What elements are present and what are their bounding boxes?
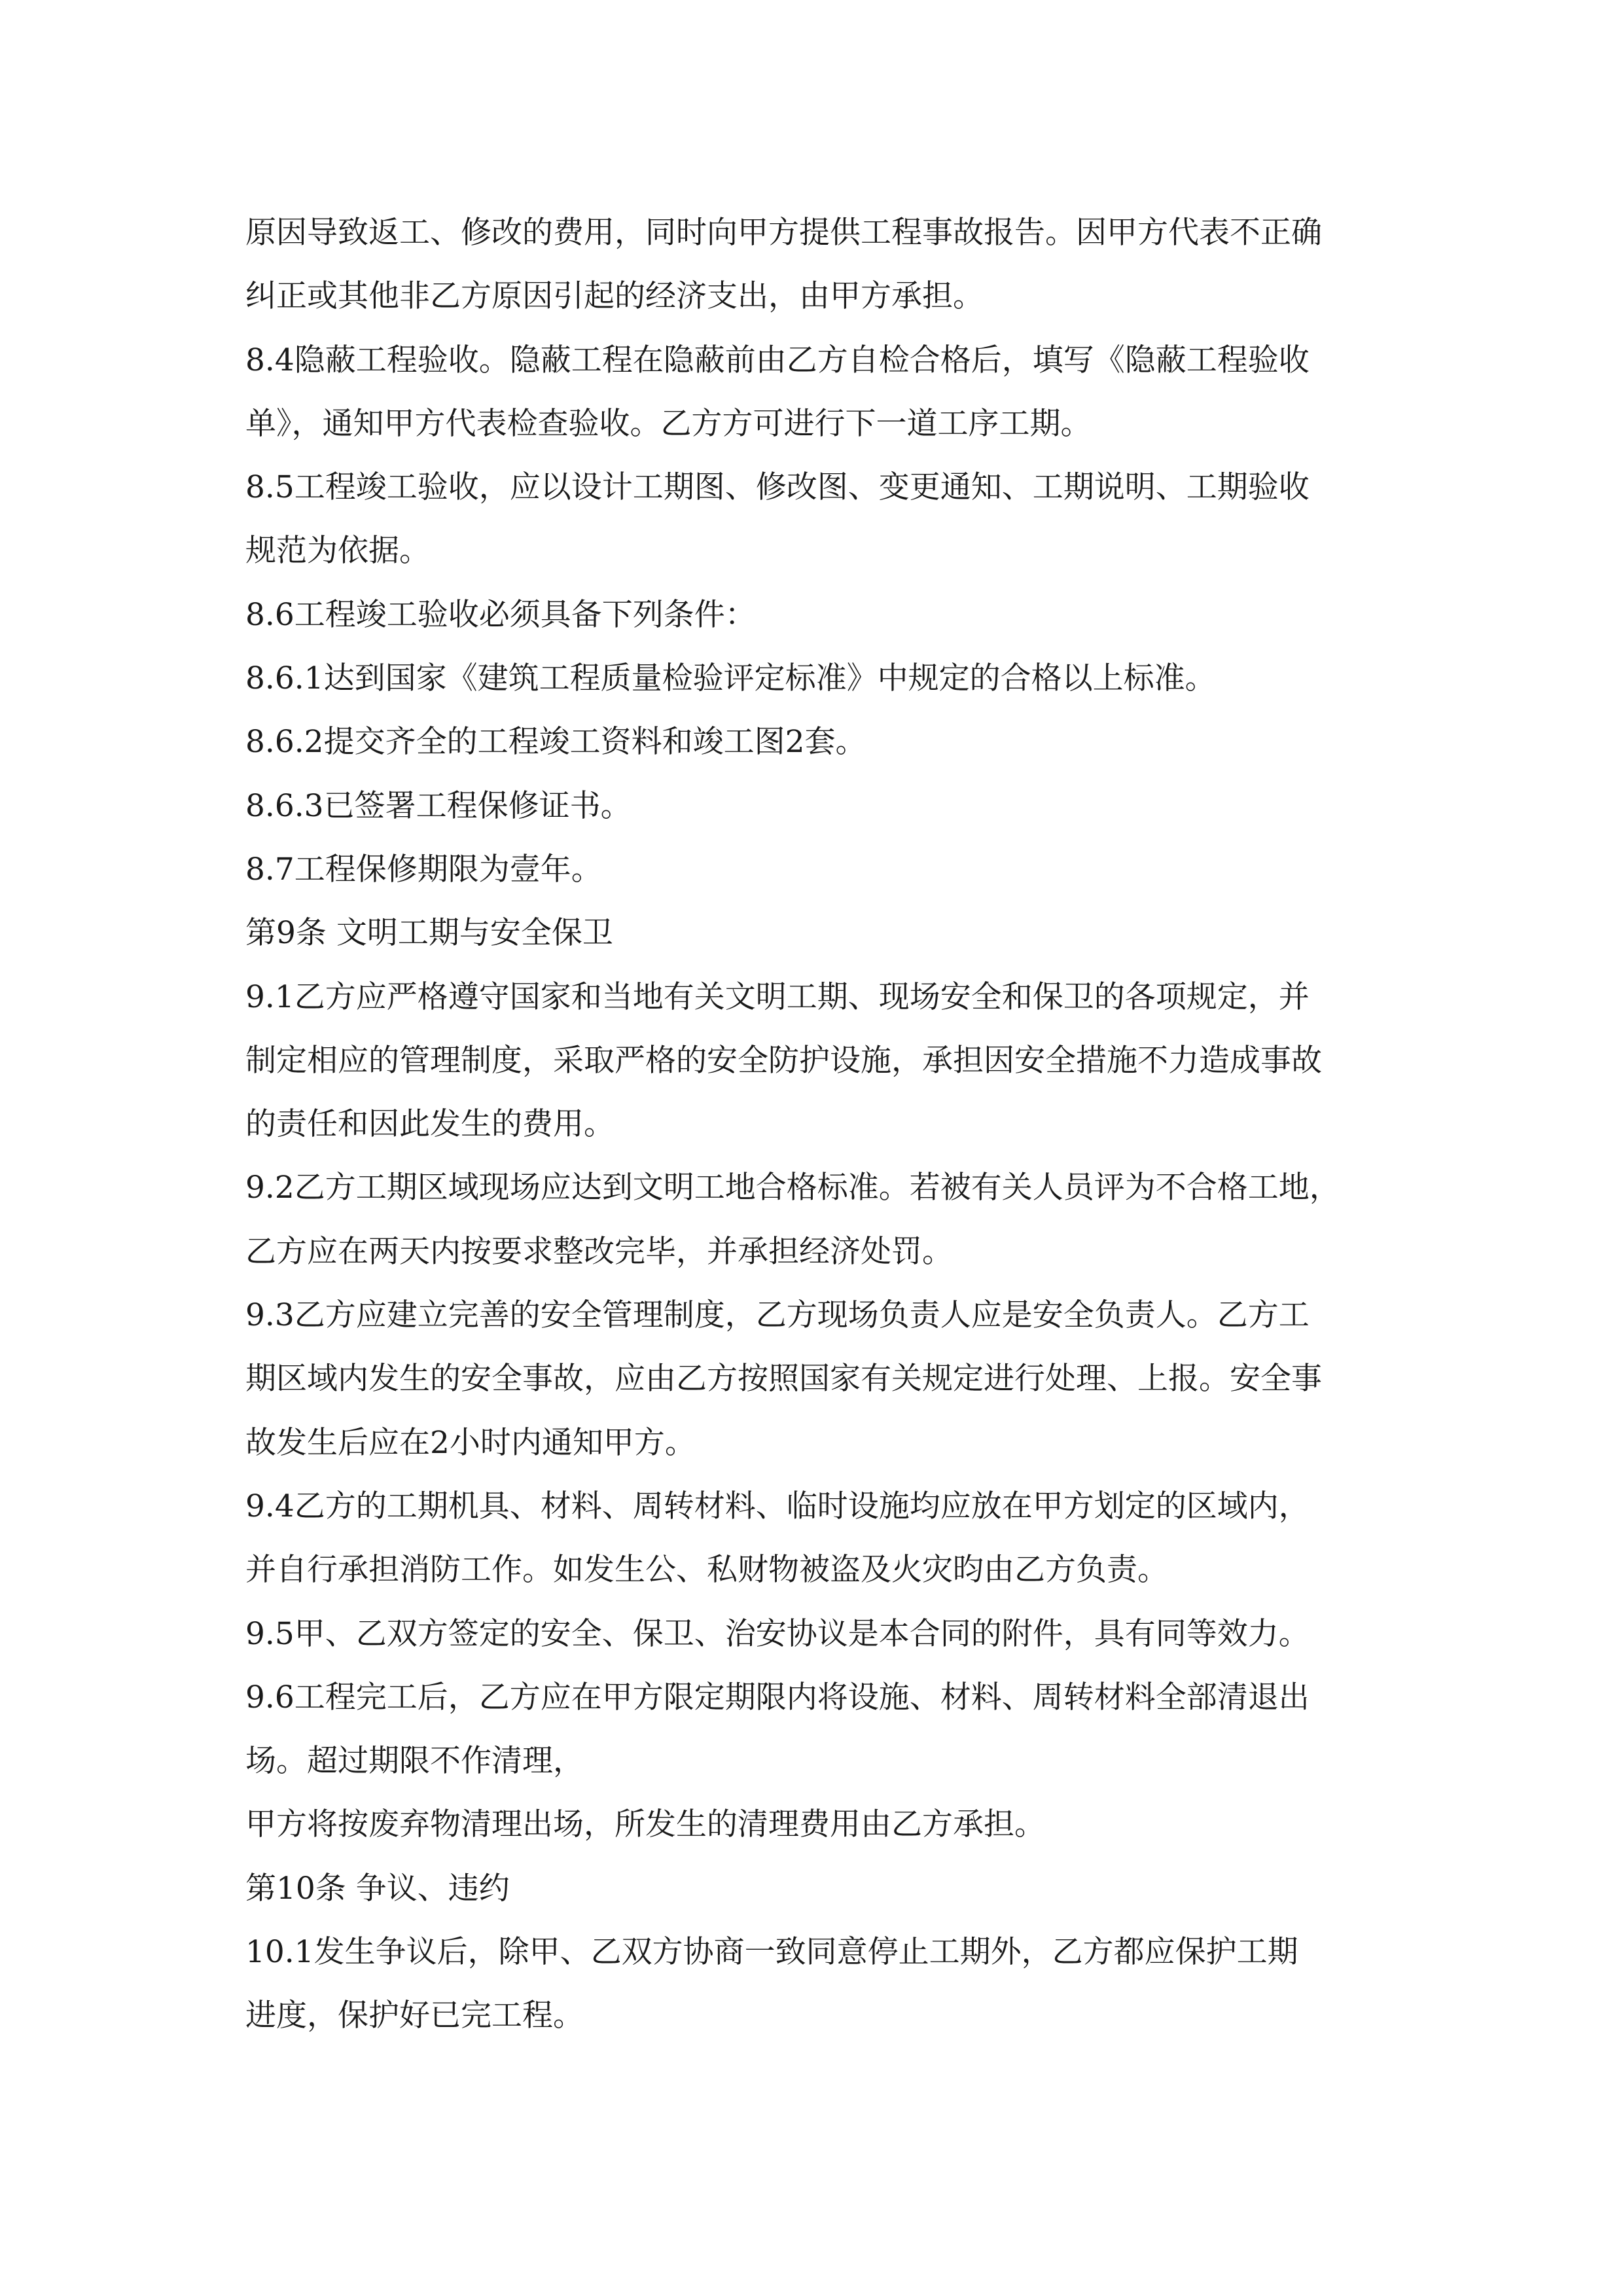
text-line: 故发生后应在2小时内通知甲方。 <box>245 1424 696 1461</box>
text-line: 8.7工程保修期限为壹年。 <box>245 851 602 888</box>
text-line: 纠正或其他非乙方原因引起的经济支出，由甲方承担。 <box>245 278 984 315</box>
text-line: 8.5工程竣工验收，应以设计工期图、修改图、变更通知、工期说明、工期验收 <box>245 469 1310 506</box>
text-line: 9.6工程完工后，乙方应在甲方限定期限内将设施、材料、周转材料全部清退出 <box>245 1679 1310 1715</box>
text-line: 甲方将按废弃物清理出场，所发生的清理费用由乙方承担。 <box>245 1806 1045 1843</box>
text-line: 8.6.3已签署工程保修证书。 <box>245 787 632 824</box>
text-line: 规范为依据。 <box>245 533 430 569</box>
text-line: 8.6.1达到国家《建筑工程质量检验评定标准》中规定的合格以上标准。 <box>245 660 1216 697</box>
text-line: 场。超过期限不作清理， <box>245 1743 584 1780</box>
text-line: 制定相应的管理制度，采取严格的安全防护设施，承担因安全措施不力造成事故 <box>245 1042 1322 1079</box>
document-body <box>245 201 1397 2048</box>
text-line: 9.5甲、乙双方签定的安全、保卫、治安协议是本合同的附件，具有同等效力。 <box>245 1615 1310 1652</box>
text-line: 期区域内发生的安全事故，应由乙方按照国家有关规定进行处理、上报。安全事 <box>245 1361 1322 1397</box>
text-line: 单》，通知甲方代表检查验收。乙方方可进行下一道工序工期。 <box>245 405 1092 442</box>
text-line: 9.4乙方的工期机具、材料、周转材料、临时设施均应放在甲方划定的区域内， <box>245 1488 1310 1524</box>
text-line: 的责任和因此发生的费用。 <box>245 1106 615 1143</box>
text-line: 10.1发生争议后，除甲、乙双方协商一致同意停止工期外，乙方都应保护工期 <box>245 1934 1298 1971</box>
text-line: 8.6工程竣工验收必须具备下列条件： <box>245 596 756 633</box>
section-heading: 第9条 文明工期与安全保卫 <box>245 915 613 952</box>
text-line: 乙方应在两天内按要求整改完毕，并承担经济处罚。 <box>245 1233 953 1270</box>
section-heading: 第10条 争议、违约 <box>245 1870 510 1907</box>
text-line: 8.6.2提交齐全的工程竣工资料和竣工图2套。 <box>245 724 866 761</box>
text-line: 8.4隐蔽工程验收。隐蔽工程在隐蔽前由乙方自检合格后，填写《隐蔽工程验收 <box>245 342 1310 378</box>
text-line: 并自行承担消防工作。如发生公、私财物被盗及火灾昀由乙方负责。 <box>245 1552 1168 1588</box>
text-line: 9.3乙方应建立完善的安全管理制度，乙方现场负责人应是安全负责人。乙方工 <box>245 1297 1310 1334</box>
text-line: 9.1乙方应严格遵守国家和当地有关文明工期、现场安全和保卫的各项规定，并 <box>245 978 1310 1015</box>
text-line: 9.2乙方工期区域现场应达到文明工地合格标准。若被有关人员评为不合格工地， <box>245 1170 1340 1206</box>
text-line: 进度，保护好已完工程。 <box>245 1998 584 2034</box>
text-line: 原因导致返工、修改的费用，同时向甲方提供工程事故报告。因甲方代表不正确 <box>245 215 1322 251</box>
